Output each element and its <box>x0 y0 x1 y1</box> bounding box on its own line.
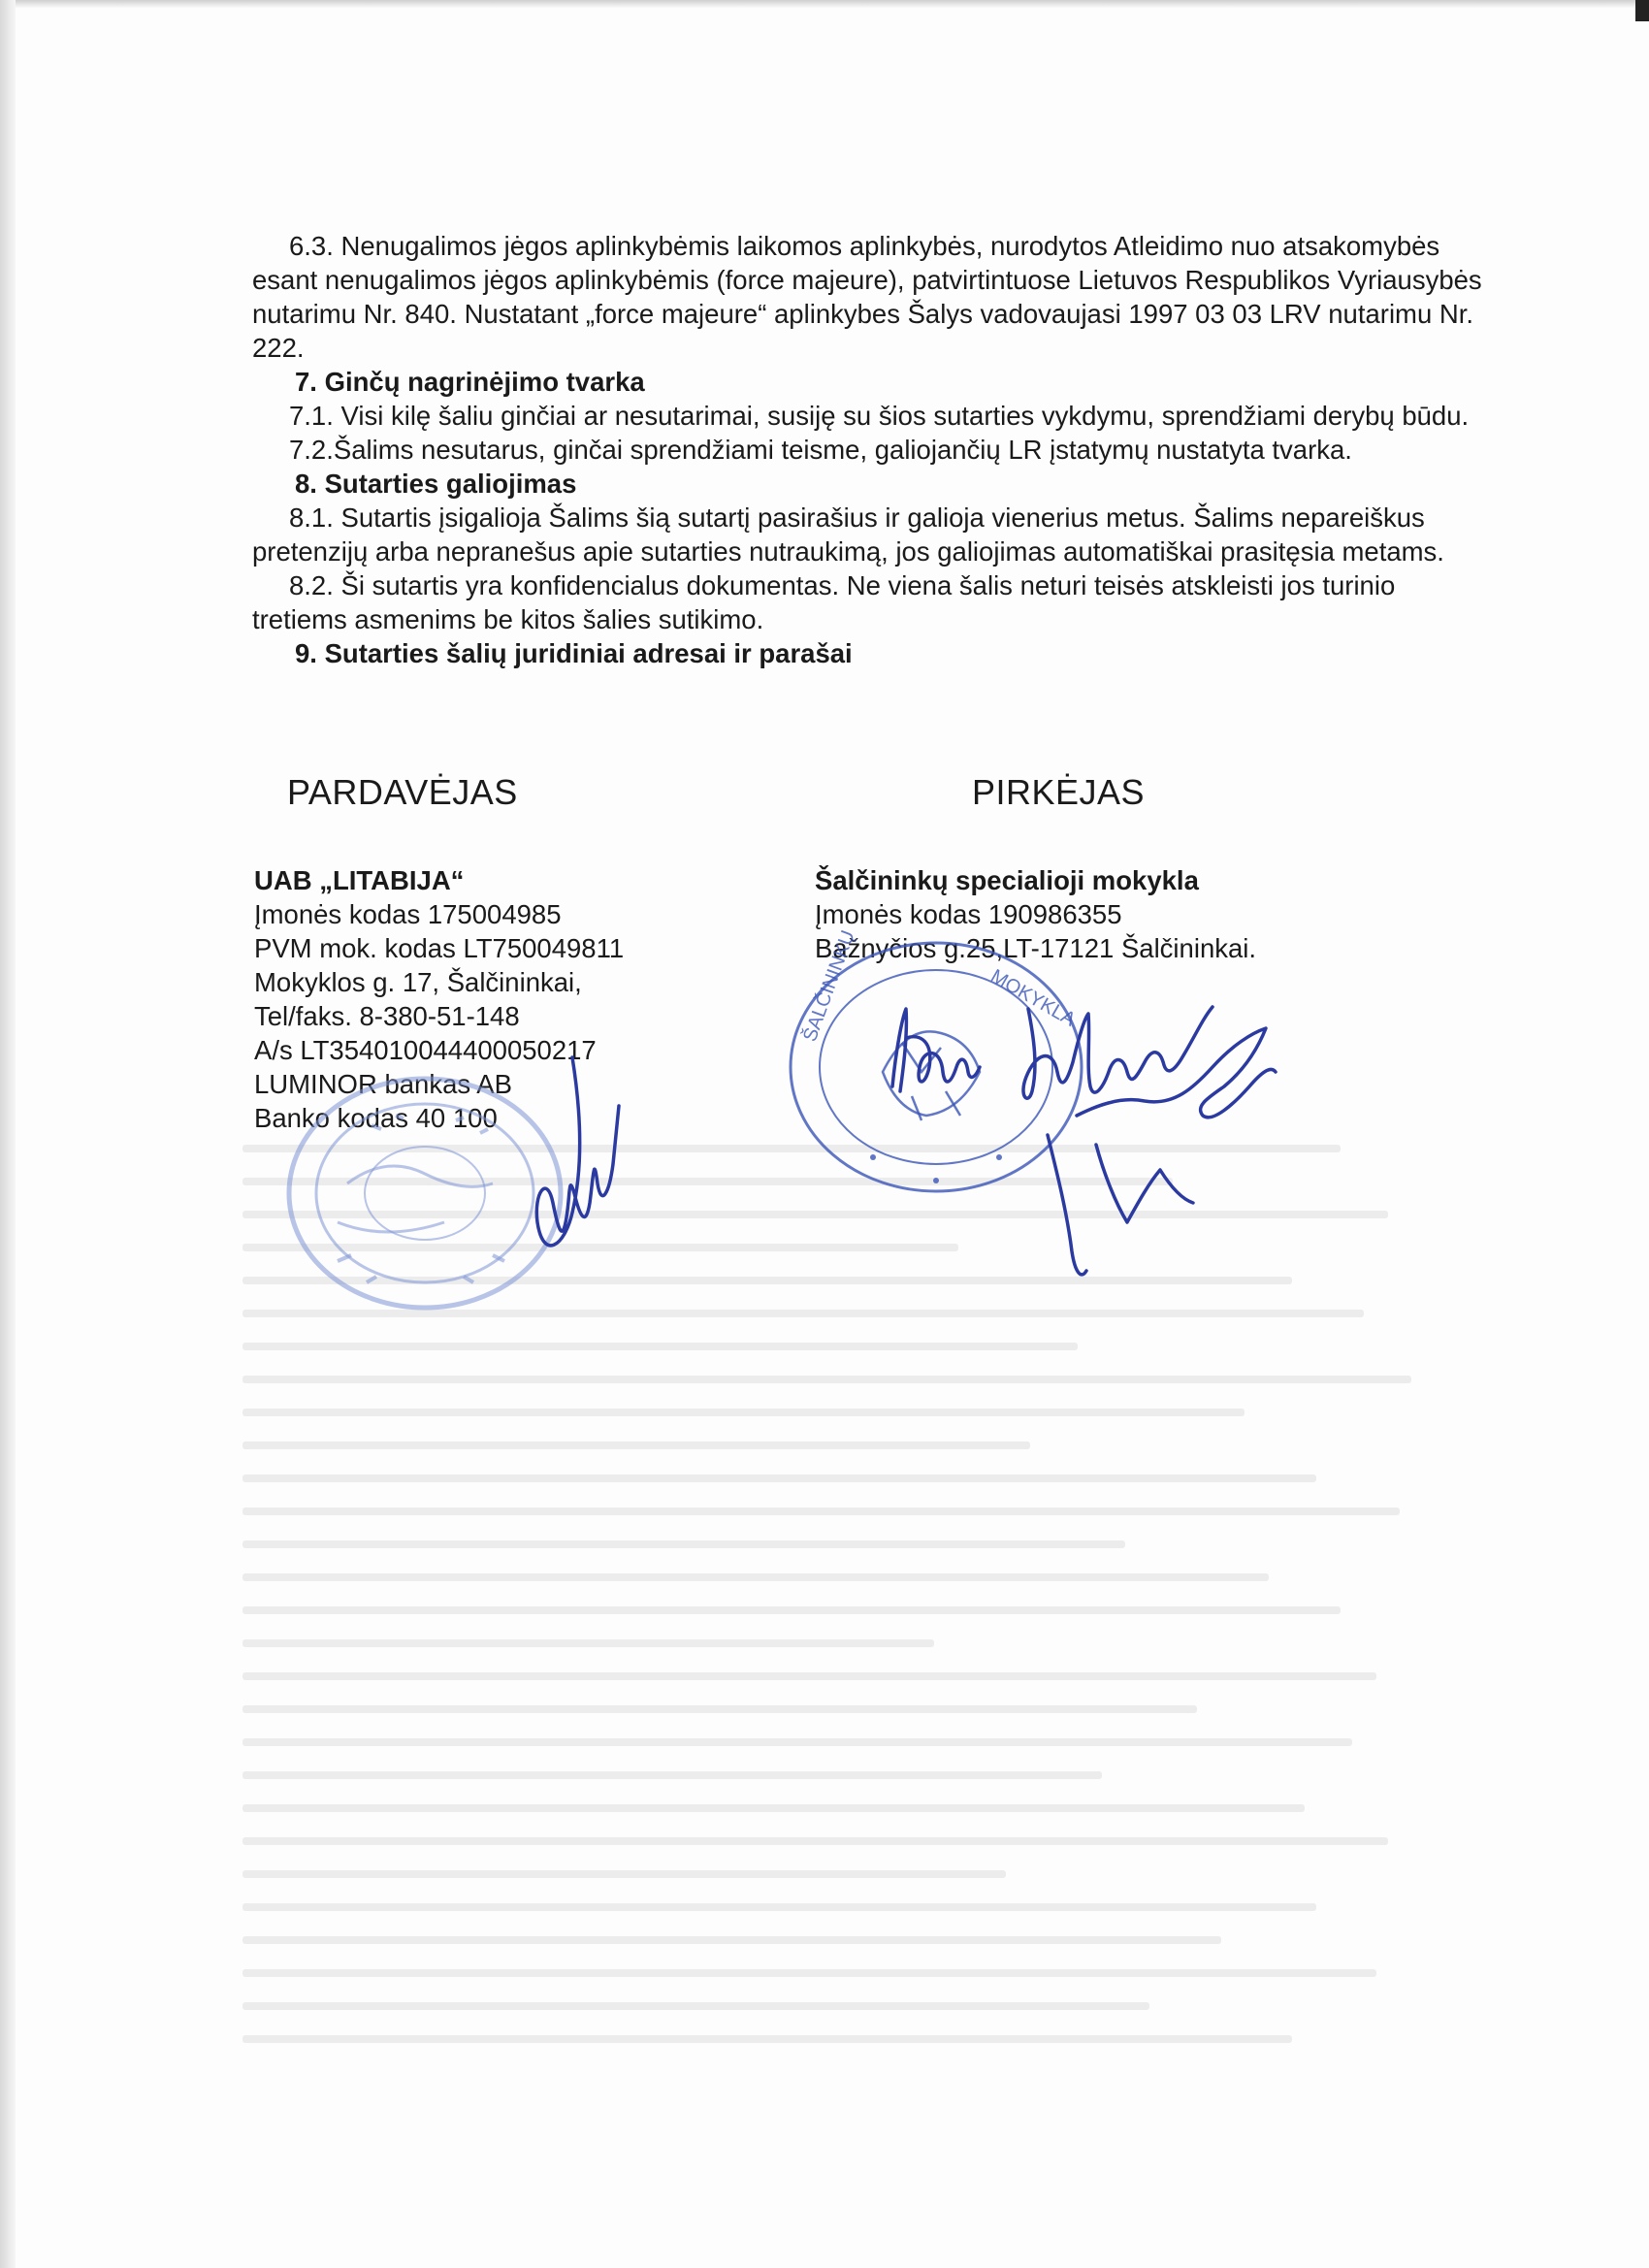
clause-7-2: 7.2.Šalims nesutarus, ginčai sprendžiami teisme, galiojančių LR įstatymų nustatyta tvarka. <box>289 435 1352 465</box>
buyer-company-code: Įmonės kodas 190986355 <box>815 899 1122 929</box>
buyer-name: Šalčininkų specialioji mokykla <box>815 865 1199 895</box>
svg-text:MOKYKLA: MOKYKLA <box>986 965 1080 1031</box>
seller-details <box>254 863 759 1135</box>
seller-bank-name: LUMINOR bankas AB <box>254 1069 512 1099</box>
seller-phone: Tel/faks. 8-380-51-148 <box>254 1001 520 1031</box>
contract-body <box>252 229 1484 670</box>
section-9-heading: 9. Sutarties šalių juridiniai adresai ir parašai <box>295 638 853 668</box>
buyer-address: Bažnyčios g.25,LT-17121 Šalčininkai. <box>815 933 1257 963</box>
clause-8-1: 8.1. Sutartis įsigalioja Šalims šią sutartį pasirašius ir galioja vienerius metus. Šalims nepareiškus pretenzijų arba nepranešus apie sutarties nutraukimą, jos galiojimas automatiškai prasitęsia metams. <box>252 502 1444 567</box>
seller-address: Mokyklos g. 17, Šalčininkai, <box>254 967 582 997</box>
seller-company-code: Įmonės kodas 175004985 <box>254 899 562 929</box>
buyer-details <box>815 863 1436 965</box>
clause-8-2: 8.2. Ši sutartis yra konfidencialus dokumentas. Ne viena šalis neturi teisės atskleisti jos turinio tretiems asmenims be kitos šalies sutikimo. <box>252 570 1396 634</box>
section-7-heading: 7. Ginčų nagrinėjimo tvarka <box>295 367 645 397</box>
seller-bank-code: Banko kodas 40 100 <box>254 1103 498 1133</box>
seller-bank-account: A/s LT354010044400050217 <box>254 1035 597 1065</box>
bleed-through-text <box>242 1145 1436 2115</box>
scan-edge-left <box>0 0 16 2268</box>
buyer-title: PIRKĖJAS <box>972 772 1146 812</box>
seller-title: PARDAVĖJAS <box>287 772 518 812</box>
clause-6-3: 6.3. Nenugalimos jėgos aplinkybėmis laikomos aplinkybės, nurodytos Atleidimo nuo atsakomybės esant nenugalimos jėgos aplinkybėmis (force majeure), patvirtintuose Lietuvos Respublikos Vyriausybės nutarimu Nr. 840. Nustatant „force majeure“ aplinkybes Šalys vadovaujasi 1997 03 03 LRV nutarimu Nr. 222. <box>252 231 1482 363</box>
scan-corner-mark <box>1635 0 1649 21</box>
seller-vat-code: PVM mok. kodas LT750049811 <box>254 933 625 963</box>
scan-edge-top <box>0 0 1649 8</box>
clause-7-1: 7.1. Visi kilę šaliu ginčiai ar nesutarimai, susiję su šios sutarties vykdymu, sprendžiami derybų būdu. <box>289 401 1470 431</box>
svg-text:ŠALČININKŲ: ŠALČININKŲ <box>799 927 859 1045</box>
section-8-heading: 8. Sutarties galiojimas <box>295 469 577 499</box>
seller-name: UAB „LITABIJA“ <box>254 865 465 895</box>
